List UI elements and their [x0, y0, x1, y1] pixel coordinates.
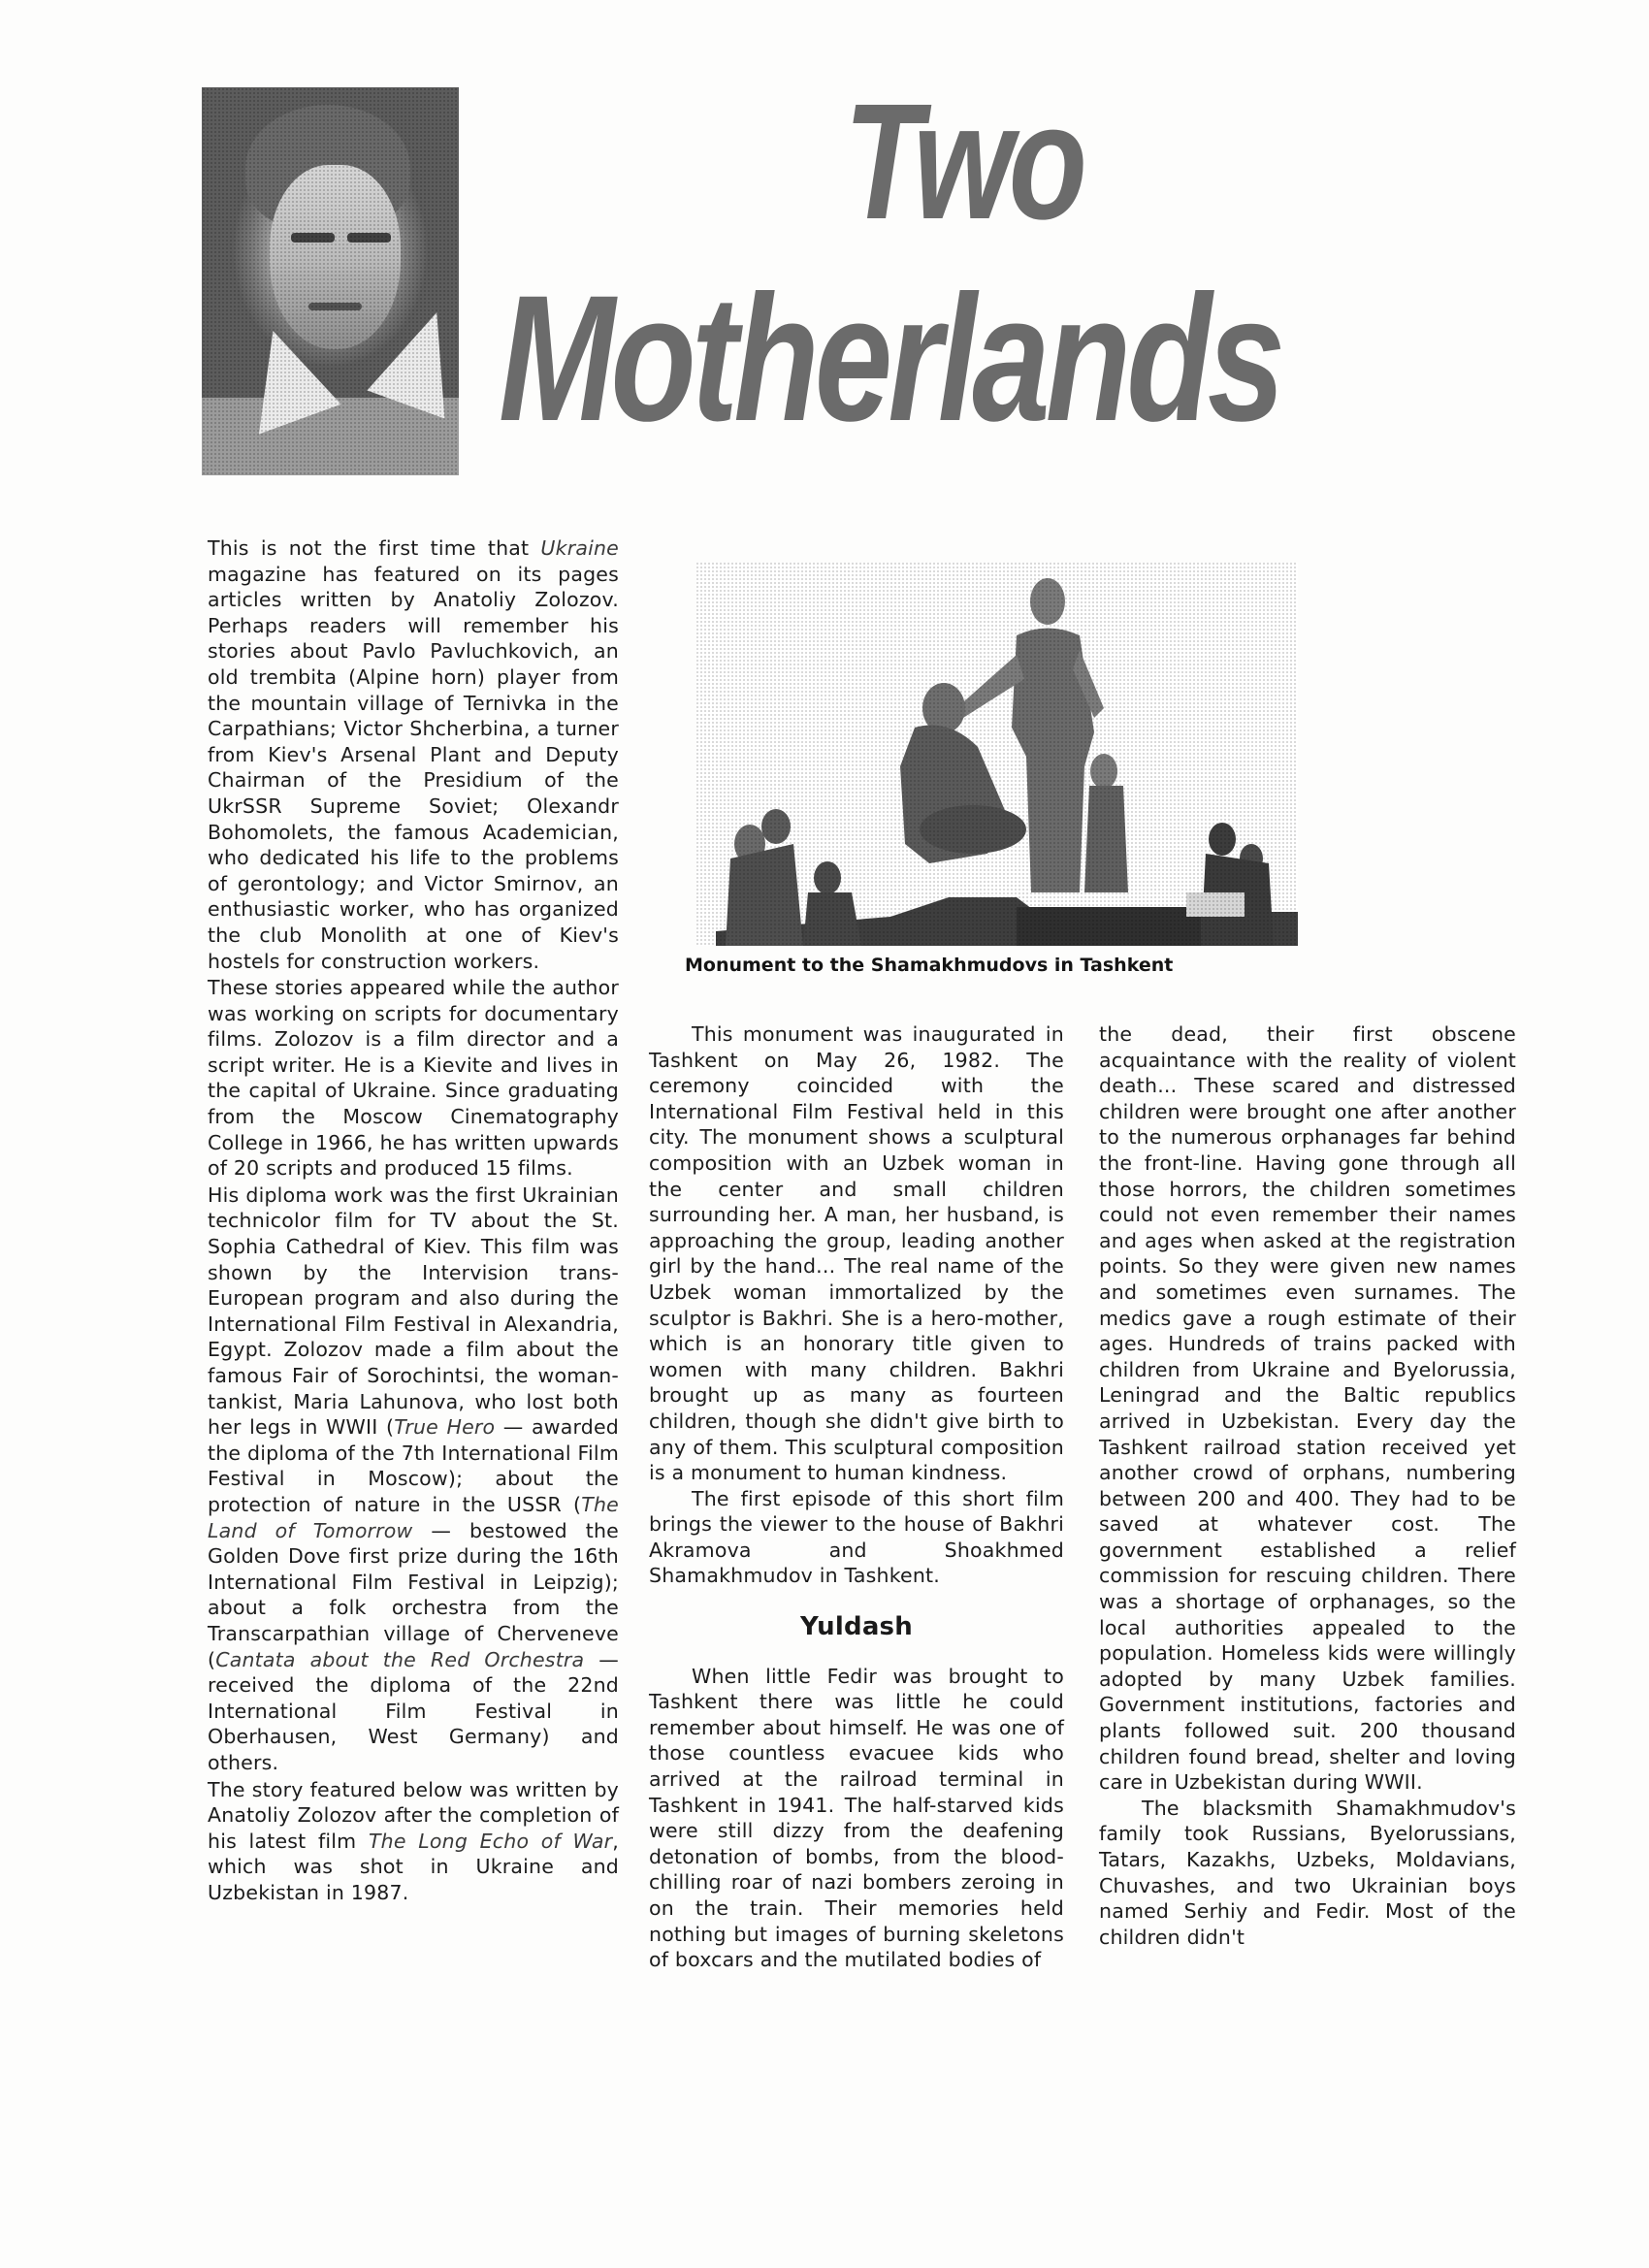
monument-photo: [696, 563, 1298, 946]
story-column-right: [1099, 1021, 1516, 1950]
film-title: The Long Echo of War: [368, 1829, 613, 1853]
article-title: [485, 58, 1600, 459]
story-paragraph-4: The blacksmith Shamakhmudov's family took Russians, Byelorussians, Tatars, Kazakhs, Uzbeks, Moldavians, Chuvashes, and two Ukrainian boys named Serhiy and Fedir. Most of the children didn't: [1099, 1796, 1516, 1949]
intro-paragraph-3: His diploma work was the first Ukrainian technicolor film for TV about the St. Sophia Cathedral of Kiev. This film was shown by the Intervision trans-European program and also during the International Film Festival in Alexandria, Egypt. Zolozov made a film about the famous Fair of Sorochintsi, the woman-tankist, Maria Lahunova, who lost both her legs in WWII (True Hero — awarded the diploma of the 7th International Film Festival in Moscow); about the protection of nature in the USSR (The Land of Tomorrow — bestowed the Golden Dove first prize during the 16th International Film Festival in Leipzig); about a folk orchestra from the Transcarpathian village of Cherveneve (Cantata about the Red Orchestra — received the diploma of the 22nd International Film Festival in Oberhausen, West Germany) and others.: [208, 1183, 619, 1774]
monument-sculpture-illustration: [696, 563, 1298, 946]
story-paragraph-1: This monument was inaugurated in Tashkent on May 26, 1982. The ceremony coincided with the International Film Festival held in this city. The monument shows a sculptural composition with an Uzbek woman in the center and small children surrounding her. A man, her husband, is approaching the group, leading another girl by the hand... The real name of the Uzbek woman immortalized by the sculptor is Bakhri. She is a hero-mother, which is an honorary title given to women with many children. Bakhri brought up as many as fourteen children, though she didn't give birth to any of them. This sculptural composition is a monument to human kindness.: [649, 1022, 1064, 1485]
intro-column: [208, 535, 619, 1906]
film-title: The Land of Tomorrow: [208, 1492, 619, 1542]
story-column-middle: [649, 1021, 1064, 1973]
photo-caption: Monument to the Shamakhmudovs in Tashkent: [685, 955, 1174, 976]
intro-paragraph-4: The story featured below was written by Anatoliy Zolozov after the completion of his latest film The Long Echo of War, which was shot in Ukraine and Uzbekistan in 1987.: [208, 1777, 619, 1904]
magazine-name: Ukraine: [540, 536, 619, 560]
film-title: Cantata about the Red Orchestra: [215, 1647, 585, 1671]
intro-paragraph-2: These stories appeared while the author was working on scripts for documentary films. Zolozov is a film director and a script writer. He is a Kievite and lives in the capital of Ukraine. Since graduating from the Moscow Cinematography College in 1966, he has written upwards of 20 scripts and produced 15 films.: [208, 976, 619, 1181]
title-line-1: Two: [844, 70, 1083, 254]
author-portrait-photo: [202, 87, 459, 475]
title-line-2: Motherlands: [499, 259, 1281, 459]
story-paragraph-3: When little Fedir was brought to Tashkent there was little he could remember about himself. He was one of those countless evacuee kids who arrived at the railroad terminal in Tashkent in 1941. The half-starved kids were still dizzy from the deafening detonation of bombs, from the blood-chilling roar of nazi bombers zeroing in on the train. Their memories held nothing but images of burning skeletons of boxcars and the mutilated bodies of: [649, 1664, 1064, 1972]
film-title: True Hero: [394, 1415, 496, 1440]
halftone-grain: [202, 87, 459, 475]
story-paragraph-3-continued: the dead, their first obscene acquaintance with the reality of violent death... These scared and distressed children were brought one after another to the numerous orphanages far behind the front-line. Having gone through all those horrors, the children sometimes could not even remember their names and ages when asked at the registration points. So they were given new names and sometimes even surnames. The medics gave a rough estimate of their ages. Hundreds of trains packed with children from Ukraine and Byelorussia, Leningrad and the Baltic republics arrived in Uzbekistan. Every day the Tashkent railroad station received yet another crowd of orphans, numbering between 200 and 400. They had to be saved at whatever cost. The government established a relief commission for rescuing children. There was a shortage of orphanages, so the local authorities appealed to the population. Homeless kids were willingly adopted by many Uzbek families. Government institutions, factories and plants followed suit. 200 thousand children found bread, shelter and loving care in Uzbekistan during WWII.: [1099, 1022, 1516, 1795]
section-heading: Yuldash: [800, 1612, 913, 1642]
story-paragraph-2: The first episode of this short film brings the viewer to the house of Bakhri Akramova and Shoakhmed Shamakhmudov in Tashkent.: [649, 1486, 1064, 1588]
intro-paragraph-1: This is not the first time that Ukraine magazine has featured on its pages articles written by Anatoliy Zolozov. Perhaps readers will remember his stories about Pavlo Pavluchkovich, an old trembita (Alpine horn) player from the mountain village of Ternivka in the Carpathians; Victor Shcherbina, a turner from Kiev's Arsenal Plant and Deputy Chairman of the Presidium of the UkrSSR Supreme Soviet; Olexandr Bohomolets, the famous Academician, who dedicated his life to the problems of gerontology; and Victor Smirnov, an enthusiastic worker, who has organized the club Monolith at one of Kiev's hostels for construction workers.: [208, 536, 619, 973]
